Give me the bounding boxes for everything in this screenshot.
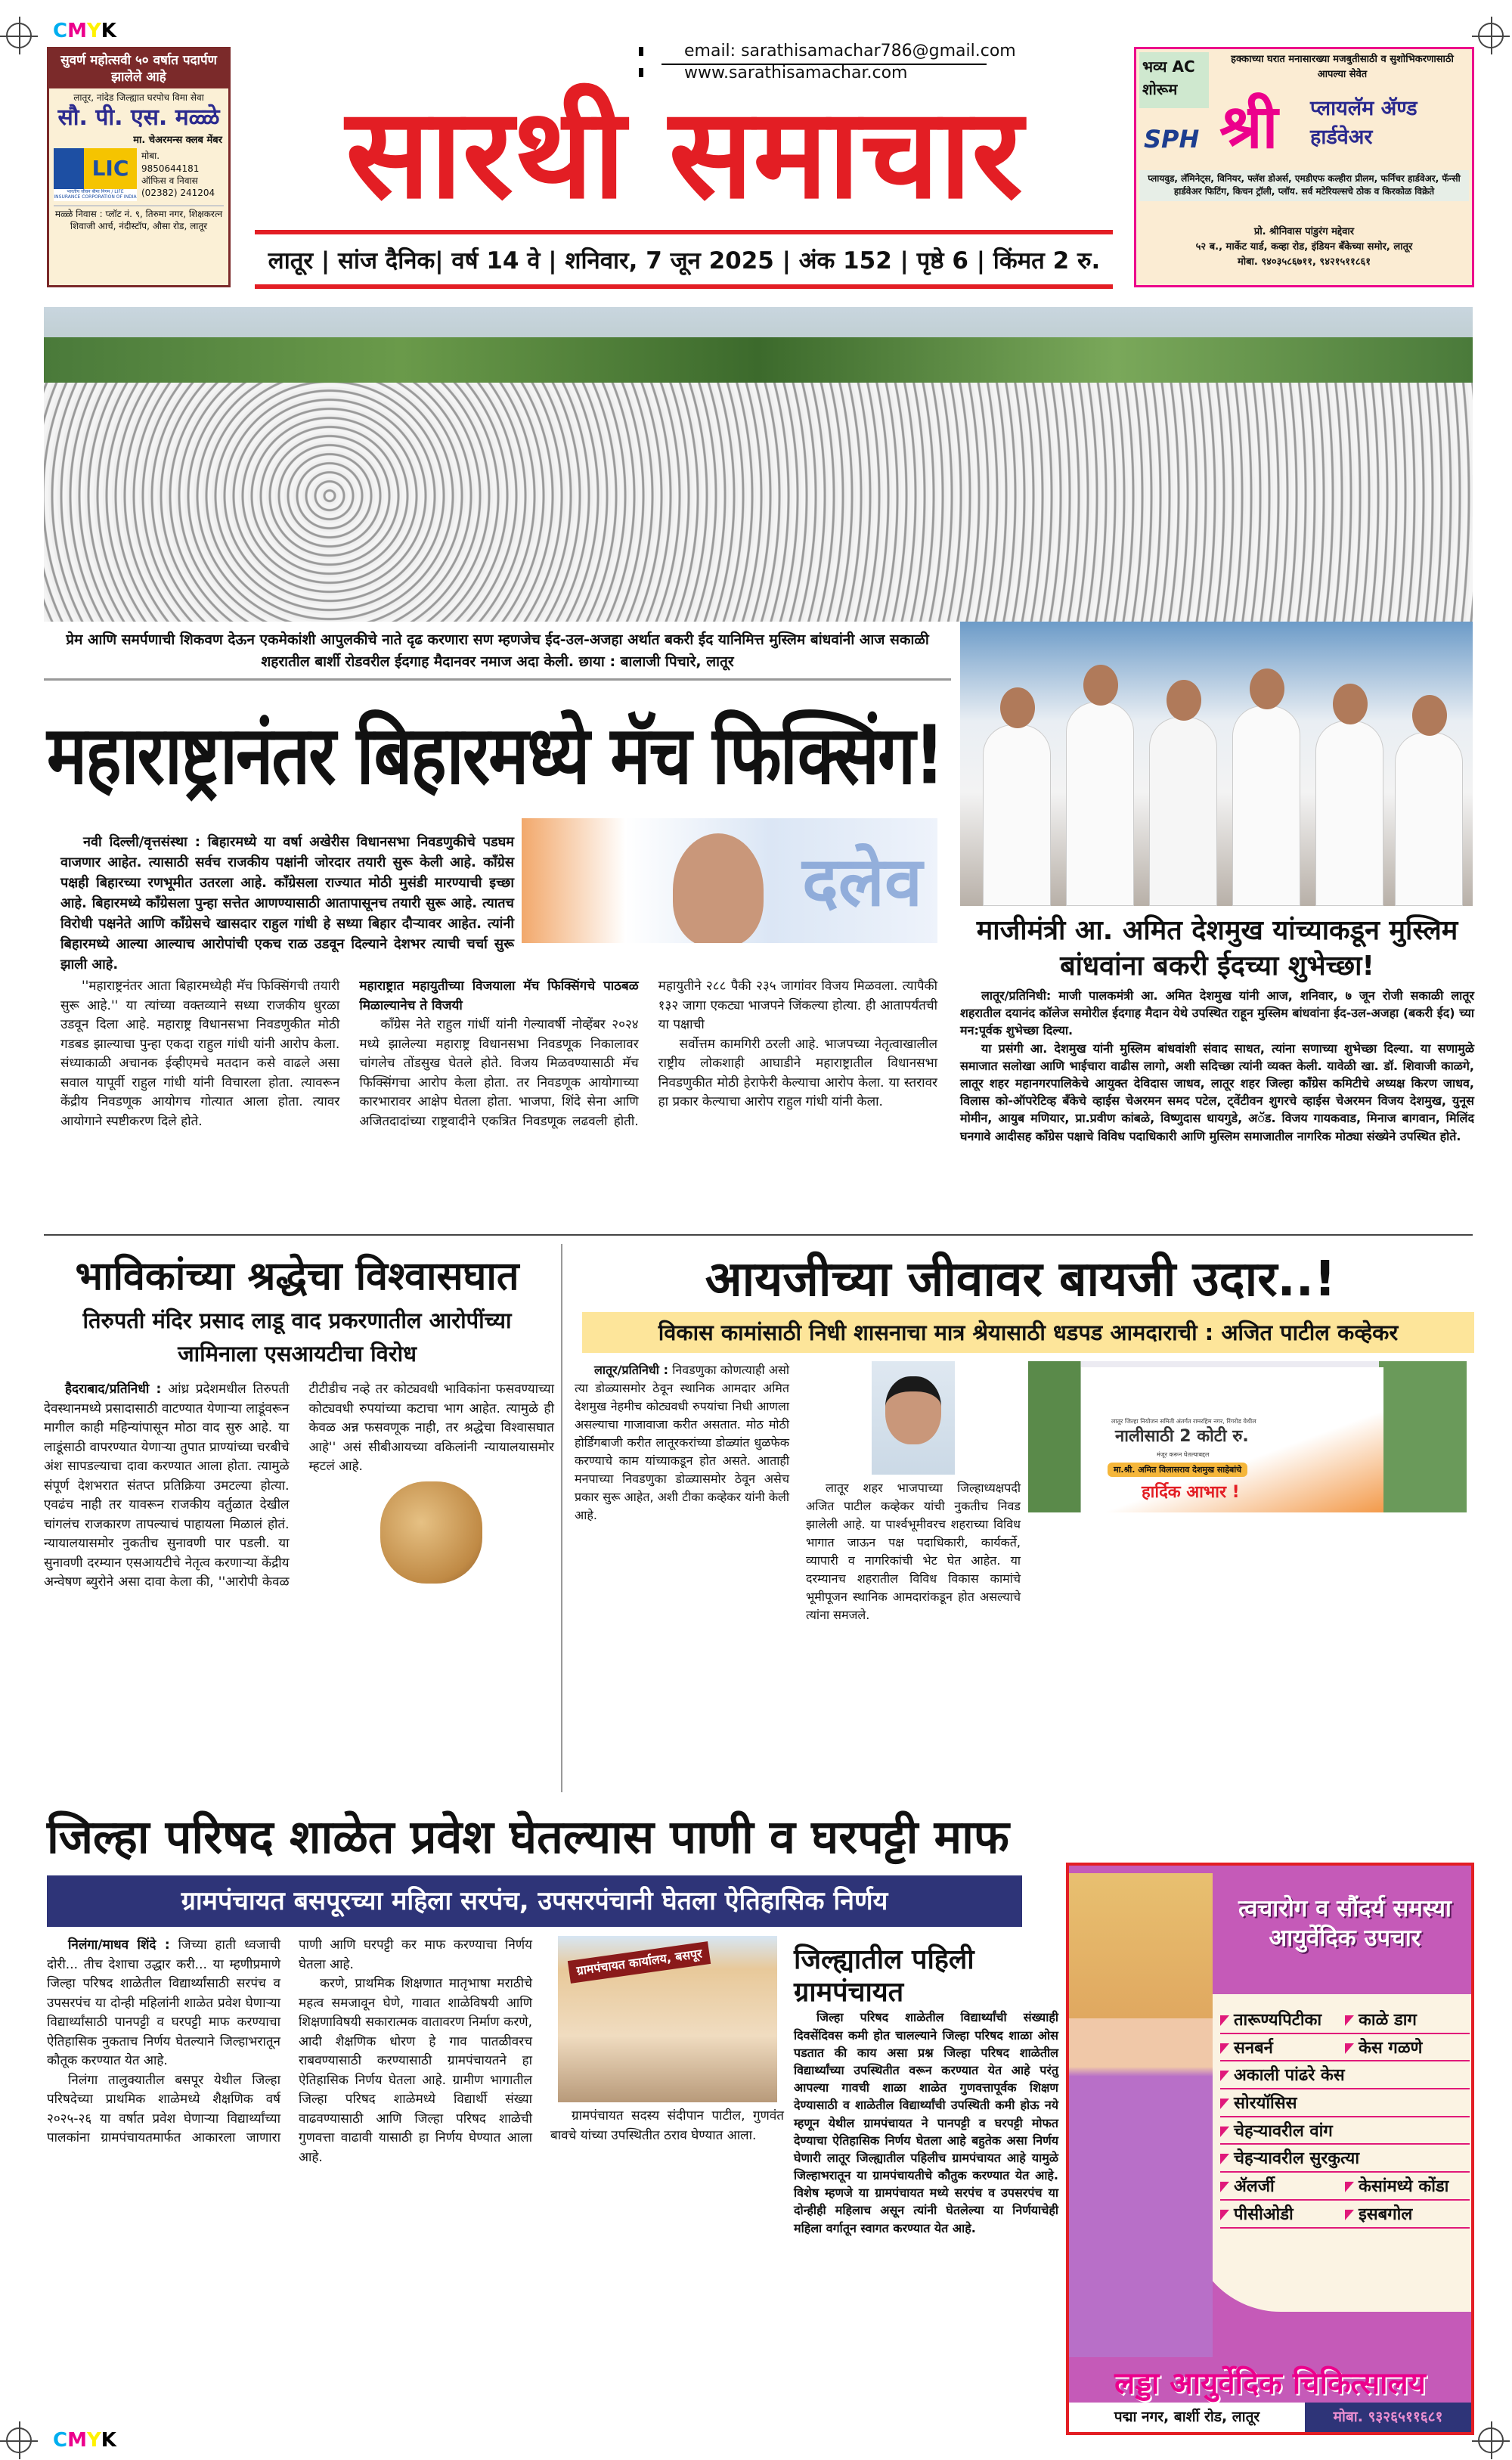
gram-panchayat-office-photo: ग्रामपंचायत कार्यालय, बसपूर: [558, 1936, 777, 2102]
clinic-name: लड्डा आयुर्वेदिक चिकित्सालय: [1114, 2366, 1426, 2401]
registration-mark: [1478, 23, 1504, 48]
rahul-gandhi-photo: दलेव: [522, 818, 937, 943]
ad-title: त्वचारोग व सौंदर्य समस्या आयुर्वेदिक उपचार: [1238, 1895, 1452, 1952]
story-intro: नवी दिल्ली/वृत्तसंस्था : बिहारमध्ये या वर्षा अखेरीस विधानसभा निवडणुकीचे पडघम वाजणार आहेत. त्यासाठी सर्वच राजकीय पक्षांनी जोरदार तयारी सुरू केली आहे. कॉंग्रेस पक्षही बिहारच्या रणभूमीत उतरला आहे. कॉंग्रेसला राज्यात मोठी मुसंडी मारण्याची इच्छा आहे. बिहारमध्ये कॉंग्रेसला पुन्हा सत्तेत आणण्यासाठी आतापासूनच तयारी सुरू आहे. त्यातच विरोधी पक्षनेते आणि कॉंग्रेसचे खासदार राहुल गांधी हे सध्या बिहार दौऱ्यावर आहेत. त्यांनी बिहारमध्ये आल्या आल्याच आरोपांची एकच राळ उडवून दिल्याने देशभर त्याची चर्चा सुरू झाली आहे.: [60, 834, 514, 973]
story-body-continued: [1028, 1520, 1467, 1853]
cmyk-mark-bottom: CMYK: [53, 2429, 116, 2452]
story-body: हैदराबाद/प्रतिनिधी : आंध्र प्रदेशमधील तिरुपती देवस्थानमध्ये प्रसादासाठी वाटण्यात येणाऱ्या लाडूंवरून मागील काही महिन्यांपासून मोठा वाद सुरु आहे. या लाडूंसाठी वापरण्यात येणाऱ्या तुपात प्राण्यांच्या चरबीचे अंश सापडल्याचा दावा करण्यात आला होता. त्यामुळे संपूर्ण देशभरात संतप्त प्रतिक्रिया उमटल्या होत्या. एवढंच नाही तर यावरून राजकीय वर्तुळात देखील चांगलंच राजकारण तापल्याचं पाहायला मिळालं होतं. न्यायालयासमोर नुकतीच सुनावणी पार पडली. या सुनावणी दरम्यान एसआयटीचे नेतृत्व करणाऱ्या केंद्रीय अन्वेषण ब्युरोने असा दावा केला की, ''आरोपी केवळ टीटीडीच नव्हे तर कोट्यवधी भाविकांना फसवण्याच्या कोट्यवधी रुपयांच्या कटाचा भाग आहेत. त्यामुळे ही केवळ अन्न फसवणूक नाही, तर श्रद्धेचा विश्वासघात आहे'' असं सीबीआयच्या वकिलांनी न्यायालयासमोर म्हटलं आहे.: [44, 1382, 554, 1590]
story-body: लातूर/प्रतिनिधी : निवडणुका कोणत्याही असो त्या डोळ्यासमोर ठेवून स्थानिक आमदार अमित देशमुख नेहमीच कोट्यवधी रुपयांचा निधी आणला असल्याचा गाजावाजा करीत असतात. मोठ मोठी होर्डिंगबाजी करीत लातूरकरांच्या डोळ्यांत धुळफेक करण्याचे काम यांच्याकडून होत असते. आताही मनपाच्या निवडणुका डोळ्यासमोर ठेवून असेच प्रकार सुरू आहेत, अशी टीका कव्हेकर यांनी केली आहे. लातूर शहर भाजपाच्या जिल्हाध्यक्षपदी अजित पाटील कव्हेकर यांची नुकतीच निवड झालेली आहे. या पार्श्वभूमीवरच शहराच्या विविध भागात जाऊन पक्ष पदाधिकारी, कार्यकर्ते, व्यापारी व नागरिकांची भेट घेत आहेत. या दरम्यानच शहरातील विविध विकास कामांचे भूमीपूजन स्थानिक आमदारांकडून होत असल्याचे त्यांना समजले.: [575, 1363, 1021, 1622]
lic-agent-ad: [47, 47, 231, 287]
subhead-tirupati: तिरुपती मंदिर प्रसाद लाडू वाद प्रकरणातील आरोपींच्या जामिनाला एसआयटीचा विरोध: [82, 1308, 512, 1366]
clinic-mobile: मोबा. ९३२६५११६८१: [1305, 2403, 1471, 2432]
cmyk-mark: CMYK: [53, 20, 116, 42]
newspaper-title: सारथी समाचार: [345, 82, 1023, 225]
ac-showroom-label: भव्य AC शोरूम: [1139, 52, 1209, 108]
story-body: ''महाराष्ट्रनंतर आता बिहारमध्येही मॅच फिक्सिंगची तयारी सुरू आहे.'' या त्यांच्या वक्तव्याने सध्या राजकीय धुरळा उडवून दिला आहे. महाराष्ट्र विधानसभा निवडणुकीत मोठी गडबड झाल्याचा पुन्हा एकदा राहुल गांधी यांनी आरोप केला. संध्याकाळी अचानक ईव्हीएमचे मतदान कसे वाढले असा सवाल यापूर्वी राहुल गांधी यांनी विचारला होता. त्यावरून केंद्रीय निवडणूक आयोगच गोत्यात आला होता. त्यावर आयोगाने स्पष्टीकरण दिले होते. महाराष्ट्रात महायुतीच्या विजयाला मॅच फिक्सिंगचे पाठबळ मिळाल्यानेच ते विजयी कॉंग्रेस नेते राहुल गांधीं यांनी गेल्यावर्षी नोव्हेंबर २०२४ मध्ये झालेल्या महाराष्ट्र विधानसभा निवडणूक निकालावर चांगलेच तोंडसुख घेतले होते. विजय मिळवण्यासाठी मॅच फिक्सिंगचा आरोप केला होता. तर निवडणूक आयोगाच्या कारभारावर आक्षेप घेतला होता. भाजपा, शिंदे सेना आणि अजितदादांच्या राष्ट्रवादीने एकत्रित निवडणूक लढवली होती. महायुतीने २८८ पैकी २३५ जागांवर विजय मिळवला. त्यापैकी १३२ जागा एकट्या भाजपने जिंकल्या होत्या. ही आतापर्यंतची या पक्षाची सर्वोत्तम कामगिरी ठरली आहे. भाजपच्या नेतृत्वाखालील राष्ट्रीय लोकशाही आघाडीने महाराष्ट्रातील विधानसभा निवडणुकीत मोठी हेराफेरी केल्याचा आरोप केला. या स्तरावर हा प्रकार केल्याचा आरोप राहुल गांधी यांनी केला.: [60, 979, 937, 1129]
clinic-address: पद्मा नगर, बार्शी रोड, लातूर: [1069, 2403, 1305, 2432]
proprietor: प्रो. श्रीनिवास पांडुरंग मद्देवार: [1253, 226, 1355, 237]
sidebar-body: जिल्हा परिषद शाळेतील विद्यार्थ्यांची संख्याही दिवसेंदिवस कमी होत चालल्याने जिल्हा परिषद शाळा ओस पडतात की काय असा प्रश्न जिल्हा परिषद शाळेतील विद्यार्थ्यांच्या उपस्थितीत वरून करण्यात येत आहे परंतु आपल्या गावची शाळा शाळेत गुणवत्तापूर्वक शिक्षण देण्यासाठी व शाळेतील विद्यार्थ्यांची उपस्थिती कमी होऊ नये म्हणून येथील ग्रामपंचायत ने पानपट्टी व घरपट्टी मोफत देण्याचा ऐतिहासिक निर्णय घेतला आहे बहुतेक असा निर्णय घेणारी लातूर जिल्ह्यातील पहिलीच ग्रामपंचायत आहे यामुळे जिल्हाभरातून या ग्रामपंचायतीचे कौतुक करण्यात येत आहे. विशेष म्हणजे या ग्रामपंचायत मध्ये सरपंच व उपसरपंच या दोन्हीही महिलाच असून त्यांनी घेतलेल्या या निर्णयाचेही महिला वर्गातून स्वागत करण्यात येत आहे.: [794, 2010, 1058, 2235]
shop-name: प्लायलॅम ॲण्ड हार्डवेअर: [1310, 97, 1418, 149]
registration-mark: [6, 2427, 32, 2453]
ajit-patil-kavhekar-photo: [872, 1361, 955, 1475]
registration-mark: [1478, 2427, 1504, 2453]
product-list: प्लायवुड, लॅमिनेट्स, विनियर, फ्लॅश डोअर्स, एमडीएफ कल्हीरा प्रीलम, फर्निचर हार्डवेअर, फॅन्सी हार्डवेअर फिटिंग, किचन ट्रॉली, प्लॉय. सर्व मटेरियल्सचे ठोक व किरकोळ विक्रेते: [1139, 170, 1469, 201]
mobile-number: 9850644181: [141, 163, 200, 174]
ayurvedic-clinic-ad: त्वचारोग व सौंदर्य समस्या आयुर्वेदिक उपचार तारूण्यपिटीका काळे डाग सनबर्न केस गळणे अकाली पांढरे केस सोरयॉसिस चेहऱ्यावरील वांग चेहऱ्यावरील सुरकुत्या ॲलर्जी केसांमध्ये कोंडा पीसीओडी इसबगोल लड्डा आयुर्वेदिक चिकित्सालय पद्मा नगर, बार्शी रोड, लातूर मोबा. ९३२६५११६८१: [1066, 1863, 1474, 2435]
zp-sidebar: [794, 1943, 1058, 2237]
zp-subhead-band: ग्रामपंचायत बसपूरच्या महिला सरपंच, उपसरपंचानी घेतला ऐतिहासिक निर्णय: [47, 1875, 1022, 1927]
eid-prayer-crowd-photo: [44, 307, 1473, 622]
kavhekar-subhead-band: विकास कामांसाठी निधी शासनाचा मात्र श्रेयासाठी धडपड आमदाराची : अजित पाटील कव्हेकर: [582, 1312, 1474, 1353]
registration-mark: [6, 23, 32, 48]
story-body: लातूर/प्रतिनिधी: माजी पालकमंत्री आ. अमित देशमुख यांनी आज, शनिवार, ७ जून रोजी सकाळी लातूर शहरातील दयानंद कॉलेज समोरील ईदगाह मैदान येथे उपस्थित राहून मुस्लिम बांधवांना ईद-उल-अजहा (बकरी ईद) च्या मन:पूर्वक शुभेच्छा दिल्या. या प्रसंगी आ. देशमुख यांनी मुस्लिम बांधवांशी संवाद साधत, त्यांना सणाच्या शुभेच्छा दिल्या. या सणामुळे समाजात सलोखा आणि भाईचारा वाढीस लागो, अशी सदिच्छा त्यांनी व्यक्त केली. यावेळी खा. डॉ. शिवाजी काळगे, लातूर शहर महानगरपालिकेचे आयुक्त देविदास जाधव, लातूर शहर जिल्हा कॉंग्रेस कमिटीचे अध्यक्ष किरण जाधव, विलास को-ऑपरेटिव्ह बँकेचे व्हाईस चेअरमन समद पटेल, ट्वेंटीवन शुगरचे व्हाईस चेअरमन विजय देशमुख, युनूस मोमीन, आयुब मणियार, प्रा.प्रवीण कांबळे, विष्णुदास धायगुडे, अॅड. विजय गायकवाड, मिनाज बागवान, मिलिंद घनगावे आदीसह कॉंग्रेस पक्षाचे विविध पदाधिकारी आणि मुस्लिम समाजातील नागरिक मोठ्या संख्येने उपस्थित होते.: [960, 988, 1474, 1143]
agent-address: मळ्ळे निवास : प्लॉट नं. ९, तिरुमा नगर, शिक्षकरत्न शिवाजी आर्च, नंदीस्टॉप, औसा रोड, लातूर: [54, 205, 224, 234]
headline-bihar-match-fixing: महाराष्ट्रानंतर बिहारमध्ये मॅच फिक्सिंग!: [47, 708, 943, 802]
email-link[interactable]: email: sarathisamachar786@gmail.com: [684, 42, 1016, 60]
headline-amit-deshmukh: माजीमंत्री आ. अमित देशमुख यांच्याकडून मुस्लिम बांधवांना बकरी ईदच्या शुभेच्छा!: [976, 915, 1458, 982]
shop-mobile: मोबा. ९४०३५८६७११, ९४२१५११८६१: [1237, 256, 1371, 268]
model-photo: [1069, 1873, 1213, 2357]
photo-caption: प्रेम आणि समर्पणाची शिकवण देऊन एकमेकांशी आपुलकीचे नाते दृढ करणारा सण म्हणजेच ईद-उल-अजहा अर्थात बकरी ईद यानिमित्त मुस्लिम बांधवांनी आज सकाळी शहरातील बार्शी रोडवरील ईदगाह मैदानवर नमाज अदा केली. छाया : बालाजी पिचारे, लातूर: [44, 629, 951, 681]
shop-address: ५२ ब., मार्केट यार्ड, कव्हा रोड, इंडियन बँकेच्या समोर, लातूर: [1195, 241, 1413, 253]
website-link[interactable]: www.sarathisamachar.com: [684, 64, 908, 82]
story-body: निलंगा/माधव शिंदे : जिच्या हाती ध्वजाची दोरी... तीच देशाचा उद्धार करी... या म्हणीप्रमाणे जिल्हा परिषद शाळेतील विद्यार्थ्यांसाठी सरपंच व उपसरपंच या दोन्ही महिलांनी शाळेत प्रवेश घेणाऱ्या विद्यार्थ्यांसाठी पानपट्टी व घरपट्टी माफ करण्याचा ऐतिहासिक नुकताच निर्णय घेतल्याने जिल्हाभरातून कौतूक करण्यात येत आहे. निलंगा तालुक्यातील बसपूर येथील जिल्हा परिषदेच्या प्राथमिक शाळेमध्ये शैक्षणिक वर्ष २०२५-२६ या वर्षात प्रवेश घेणाऱ्या विद्यार्थ्यांच्या पालकांना ग्रामपंचायतमार्फत आकारला जाणारा पाणी आणि घरपट्टी कर माफ करण्याचा निर्णय घेतला आहे. करणे, प्राथमिक शिक्षणात मातृभाषा मराठीचे महत्व समजावून घेणे, गावात शाळेविषयी आणि शिक्षणाविषयी सकारात्मक वातावरण निर्माण करणे, आदी शैक्षणिक धोरण हे गाव पातळीवरच राबवण्यासाठी करण्यासाठी ग्रामपंचायतने हा ऐतिहासिक निर्णय घेतला आहे. ग्रामीण भागातील जिल्हा परिषद शाळेमध्ये विद्यार्थी संख्या वाढवण्यासाठी आणि जिल्हा परिषद शाळेची गुणवत्ता वाढावी यासाठी हा निर्णय घेण्यात आला आहे. ग्रामपंचायत कार्यालय, बसपूर ग्रामपंचायत सदस्य संदीपान पाटील, गुणवंत बावचे यांच्या उपस्थितीत ठराव घेण्यात आला.: [47, 1937, 784, 2165]
agent-name: सौ. पी. एस. मळ्ळे: [57, 104, 220, 132]
sidebar-title: जिल्ह्यातील पहिली ग्रामपंचायत: [794, 1944, 974, 2009]
amit-deshmukh-greeting-photo: [960, 622, 1473, 906]
office-label: ऑफिस व निवास: [141, 175, 198, 186]
ad-tagline: हक्काच्या घरात मनासारख्या मजबुतीसाठी व सुशोभिकरणासाठी आपल्या सेवेत: [1231, 54, 1454, 80]
headline-tirupati: भाविकांच्या श्रद्धेचा विश्वासघात: [75, 1254, 519, 1299]
mobile-label: मोबा.: [141, 150, 160, 162]
headline-kavhekar: आयजीच्या जीवावर बायजी उदार..!: [705, 1252, 1337, 1308]
sph-logo: SPH: [1144, 125, 1200, 154]
agent-club: मा. चेअरमन्स क्लब मेंबर: [133, 134, 222, 146]
office-phone: (02382) 241204: [141, 187, 215, 198]
shree-logo: श्री: [1219, 92, 1278, 162]
ad-banner: सुवर्ण महोत्सवी ५० वर्षात पदार्पण झालेले आहे: [49, 49, 228, 88]
hardware-ad: [1134, 47, 1474, 287]
laddu-photo: [380, 1481, 482, 1584]
lic-logo: LIC भारतीय जीवन बीमा निगम / LIFE INSURANCE CORPORATION OF INDIA: [54, 148, 137, 201]
hoarding-photo: लातूर जिल्हा नियोजन समिती अंतर्गत रामरहिम नगर, रिंगरोड येथील नालीसाठी 2 कोटी रु. मंजूर करून घेतल्याबद्दल मा.श्री. अमित विलासराव देशमुख साहेबांचे हार्दिक आभार !: [1028, 1361, 1467, 1512]
story-subhead: महाराष्ट्रात महायुतीच्या विजयाला मॅच फिक्सिंगचे पाठबळ मिळाल्यानेच ते विजयी: [359, 979, 639, 1013]
headline-zp-school: जिल्हा परिषद शाळेत प्रवेश घेतल्यास पाणी व घरपट्टी माफ: [47, 1810, 1009, 1864]
issue-info: लातूर | सांज दैनिक| वर्ष 14 वे | शनिवार, 7 जून 2025 | अंक 152 | पृष्ठे 6 | किंमत 2 रु.: [268, 247, 1101, 275]
ad-tagline: लातूर, नांदेड जिल्ह्यात घरपोच विमा सेवा: [73, 92, 204, 104]
